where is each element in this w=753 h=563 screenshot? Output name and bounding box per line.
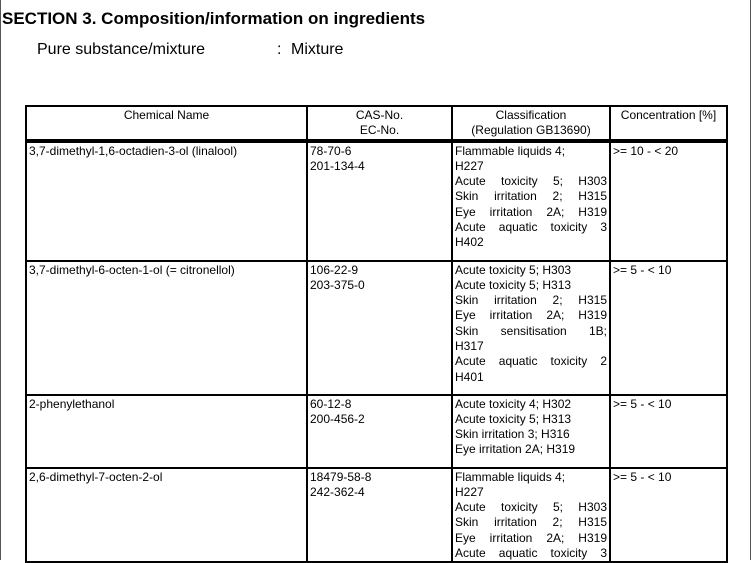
- classification-cell: Acute toxicity 4; H302 Acute toxicity 5; H313 Skin irritation 3; H316 Eye irritation 2A; H319: [452, 395, 610, 468]
- cas-ec-cell: 60-12-8 200-456-2: [307, 395, 452, 468]
- classification-cell: Flammable liquids 4; H227 Acute toxicity 5; H303 Skin irritation 2; H315 Eye irritation 2A; H319 Acute aquatic toxicity 3: [452, 468, 610, 563]
- cas-ec-cell: 78-70-6 201-134-4: [307, 141, 452, 261]
- chemical-name-cell: 2-phenylethanol: [26, 395, 307, 468]
- header-concentration: Concentration [%]: [610, 106, 727, 141]
- table-header-row: [26, 106, 727, 141]
- concentration-cell: >= 5 - < 10: [610, 261, 727, 395]
- substance-separator: :: [277, 41, 282, 58]
- classification-cell: Flammable liquids 4; H227 Acute toxicity 5; H303 Skin irritation 2; H315 Eye irritation 2A; H319 Acute aquatic toxicity 3 H402: [452, 141, 610, 261]
- cas-ec-cell: 106-22-9 203-375-0: [307, 261, 452, 395]
- table-row: [26, 395, 727, 468]
- chemical-name-cell: 3,7-dimethyl-6-octen-1-ol (= citronellol): [26, 261, 307, 395]
- header-chemical-name: Chemical Name: [26, 106, 307, 141]
- concentration-cell: >= 5 - < 10: [610, 395, 727, 468]
- table-row: [26, 141, 727, 261]
- header-cas-ec: CAS-No. EC-No.: [307, 106, 452, 141]
- substance-value: Mixture: [291, 41, 344, 58]
- ingredients-table: [25, 105, 728, 563]
- cas-ec-cell: 18479-58-8 242-362-4: [307, 468, 452, 563]
- substance-label: Pure substance/mixture: [37, 41, 206, 58]
- concentration-cell: >= 10 - < 20: [610, 141, 727, 261]
- classification-cell: Acute toxicity 5; H303 Acute toxicity 5; H313 Skin irritation 2; H315 Eye irritation 2A; H319 Skin sensitisation 1B; H317 Acute aquatic toxicity 2 H401: [452, 261, 610, 395]
- header-classification: Classification (Regulation GB13690): [452, 106, 610, 141]
- section-title: SECTION 3. Composition/information on ingredients: [2, 9, 426, 28]
- concentration-cell: >= 5 - < 10: [610, 468, 727, 563]
- chemical-name-cell: 3,7-dimethyl-1,6-octadien-3-ol (linalool): [26, 141, 307, 261]
- table-row: [26, 261, 727, 395]
- table-row: [26, 468, 727, 563]
- chemical-name-cell: 2,6-dimethyl-7-octen-2-ol: [26, 468, 307, 563]
